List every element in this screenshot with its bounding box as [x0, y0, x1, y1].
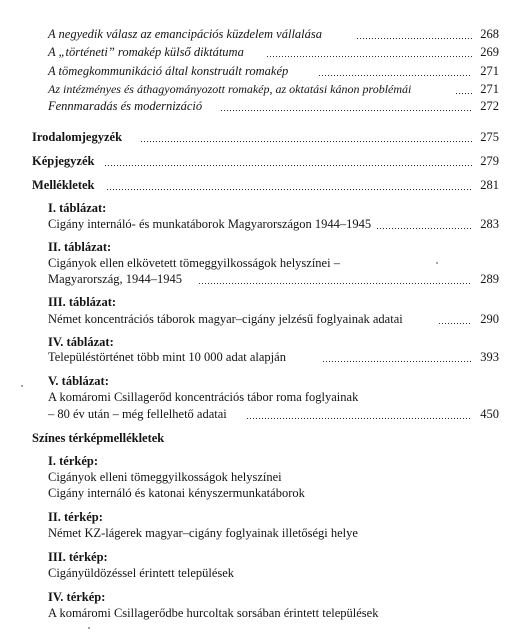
toc-page-number: 290: [480, 312, 499, 326]
table-heading-label: IV. táblázat:: [48, 335, 114, 349]
toc-page-number: 271: [480, 64, 499, 78]
table-entry-title: Magyarország, 1944–1945: [48, 272, 182, 286]
dot-leader: [198, 270, 472, 288]
table-entry: [0, 215, 527, 233]
table-entry-title: Német koncentrációs táborok magyar–cigány jelzésű foglyainak adatai: [48, 312, 403, 326]
toc-main-entry: [0, 176, 527, 194]
toc-entry-title: Irodalomjegyzék: [32, 130, 123, 144]
scan-speck: [88, 627, 90, 629]
map-entry-title: A komáromi Csillagerődbe hurcoltak sorsában érintett települések: [48, 606, 379, 620]
map-section-label: Színes térképmellékletek: [32, 431, 165, 445]
toc-page-number: 268: [480, 27, 499, 41]
dot-leader: [318, 62, 472, 80]
map-entry-line: [0, 604, 527, 622]
table-entry-line: [0, 388, 527, 406]
table-heading-label: I. táblázat:: [48, 201, 107, 215]
dot-leader: [140, 128, 472, 146]
toc-page-number: 283: [480, 217, 499, 231]
table-entry: [0, 348, 527, 366]
table-entry-title: Cigány internáló- és munkatáborok Magyarországon 1944–1945: [48, 217, 372, 231]
toc-page-number: 450: [480, 407, 499, 421]
map-heading-label: I. térkép:: [48, 454, 98, 468]
table-entry: [0, 405, 527, 423]
table-entry-title: – 80 év után – még fellelhető adatai: [48, 407, 227, 421]
map-entry-line: [0, 484, 527, 502]
map-heading-label: IV. térkép:: [48, 590, 106, 604]
table-entry-title: A komáromi Csillagerőd koncentrációs tábor roma foglyainak: [48, 390, 359, 404]
map-section-title: [0, 429, 527, 447]
toc-entry-title: Képjegyzék: [32, 154, 95, 168]
toc-page-number: 281: [480, 178, 499, 192]
dot-leader: [376, 215, 472, 233]
toc-page-number: 393: [480, 350, 499, 364]
toc-page-number: 279: [480, 154, 499, 168]
map-entry-line: [0, 564, 527, 582]
scan-speck: [21, 385, 23, 387]
map-entry-title: Cigányok elleni tömeggyilkosságok helyszínei: [48, 470, 282, 484]
toc-page-number: 275: [480, 130, 499, 144]
toc-entry-title: A negyedik válasz az emancipációs küzdelem vállalása: [48, 27, 323, 41]
dot-leader: [356, 25, 472, 43]
table-heading: [0, 293, 527, 311]
table-entry: [0, 270, 527, 288]
toc-entry-title: A tömegkommunikáció által konstruált romakép: [48, 64, 289, 78]
dot-leader: [322, 348, 472, 366]
map-entry-title: Cigány internáló és katonai kényszermunkatáborok: [48, 486, 305, 500]
toc-main-entry: [0, 152, 527, 170]
dot-leader: [266, 43, 472, 61]
map-entry-line: [0, 524, 527, 542]
toc-entry-title: Az intézményes és áthagyományozott romakép, az oktatási kánon problémái: [48, 82, 412, 96]
dot-leader: [104, 152, 472, 170]
toc-italic-entry: [0, 97, 527, 115]
toc-italic-entry: [0, 80, 527, 98]
toc-entry-title: A „történeti” romakép külső diktátuma: [48, 45, 244, 59]
map-entry-title: Német KZ-lágerek magyar–cigány foglyainak illetőségi helye: [48, 526, 358, 540]
map-heading-label: II. térkép:: [48, 510, 103, 524]
toc-page-number: 269: [480, 45, 499, 59]
toc-page-number: 271: [480, 82, 499, 96]
table-entry-title: Cigányok ellen elkövetett tömeggyilkosságok helyszínei –: [48, 256, 340, 270]
table-heading-label: III. táblázat:: [48, 295, 117, 309]
toc-italic-entry: [0, 62, 527, 80]
table-heading-label: II. táblázat:: [48, 240, 112, 254]
dot-leader: [106, 176, 472, 194]
toc-italic-entry: [0, 25, 527, 43]
table-entry: [0, 310, 527, 328]
map-heading-label: III. térkép:: [48, 550, 108, 564]
toc-italic-entry: [0, 43, 527, 61]
dot-leader: [455, 80, 472, 98]
toc-entry-title: Mellékletek: [32, 178, 95, 192]
dot-leader: [220, 97, 472, 115]
dot-leader: [246, 405, 472, 423]
toc-entry-title: Fennmaradás és modernizáció: [48, 99, 203, 113]
toc-page-number: 272: [480, 99, 499, 113]
toc-page-number: 289: [480, 272, 499, 286]
map-entry-title: Cigányüldözéssel érintett települések: [48, 566, 235, 580]
scan-speck: [436, 262, 438, 264]
table-entry-title: Településtörténet több mint 10 000 adat alapján: [48, 350, 286, 364]
table-heading-label: V. táblázat:: [48, 374, 109, 388]
toc-main-entry: [0, 128, 527, 146]
dot-leader: [438, 310, 472, 328]
